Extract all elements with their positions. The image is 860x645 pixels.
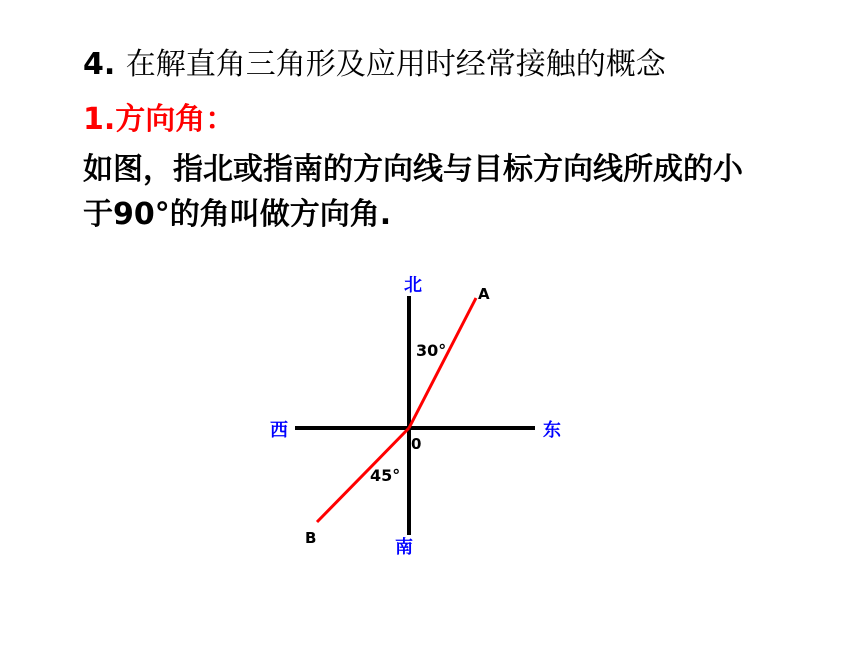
description-line-1: 如图，指北或指南的方向线与目标方向线所成的小 xyxy=(83,152,743,187)
description-line-2: 于90°的角叫做方向角. xyxy=(83,197,392,232)
angle-a-label: 30° xyxy=(416,341,447,360)
ray-oa xyxy=(409,298,476,428)
east-label: 东 xyxy=(543,420,561,441)
section-heading: 1.方向角： xyxy=(83,102,236,137)
west-label: 西 xyxy=(270,420,288,441)
south-label: 南 xyxy=(395,537,413,558)
angle-b-label: 45° xyxy=(370,466,401,485)
north-label: 北 xyxy=(404,275,422,296)
point-b-label: B xyxy=(305,529,317,547)
point-a-label: A xyxy=(478,285,490,303)
title-text: 在解直角三角形及应用时经常接触的概念 xyxy=(125,47,666,82)
title-number: 4. xyxy=(83,47,116,82)
origin-label: 0 xyxy=(411,435,422,453)
